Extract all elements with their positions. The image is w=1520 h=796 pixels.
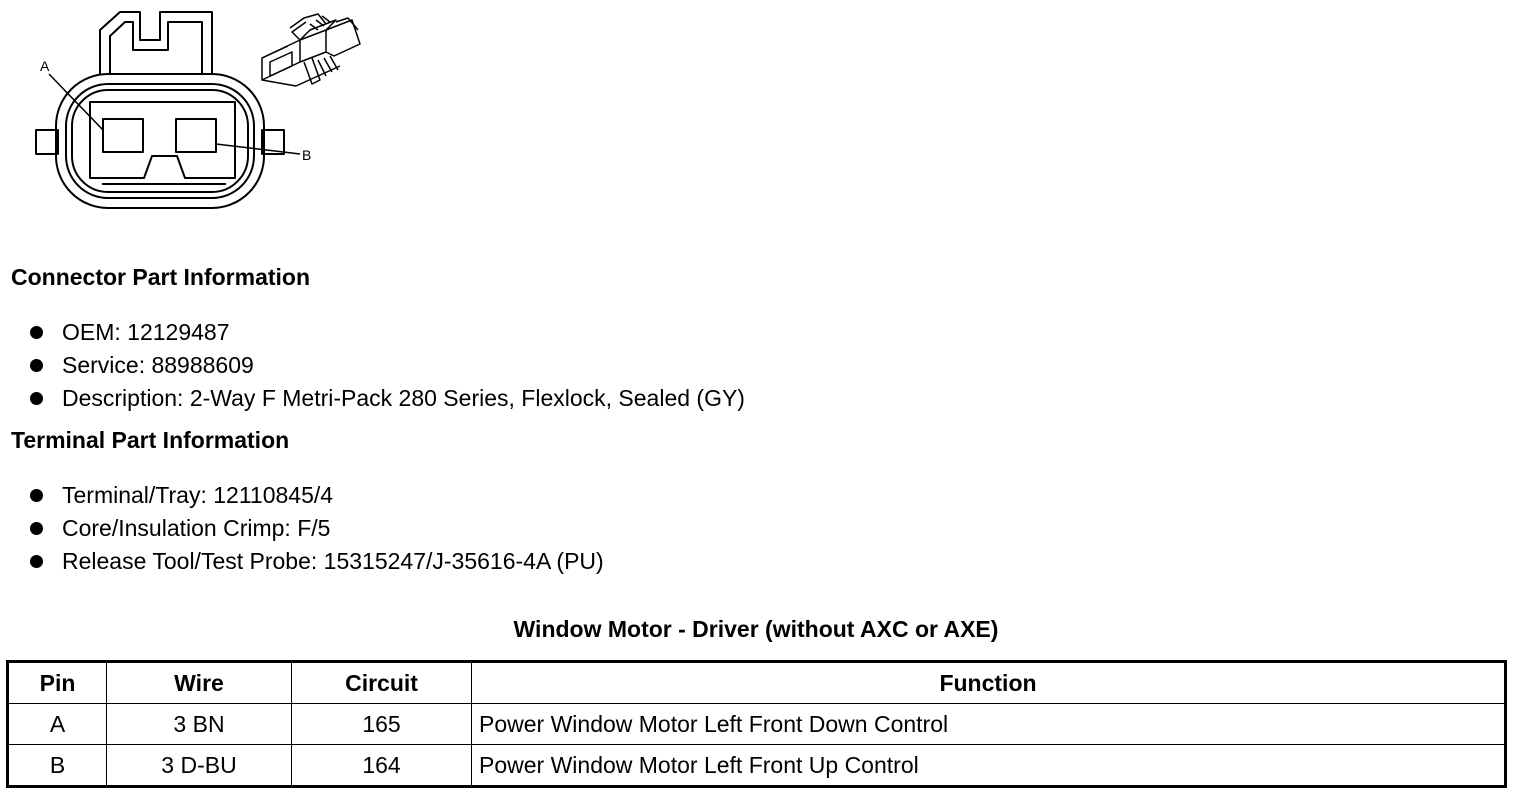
bullet-icon xyxy=(30,489,43,502)
connector-diagram xyxy=(0,0,380,225)
release-tool-test-probe: Release Tool/Test Probe: 15315247/J-35616-4A (PU) xyxy=(62,548,604,574)
connector-housing xyxy=(56,74,264,208)
wire-cell: 3 BN xyxy=(107,704,292,745)
terminal-part-info-heading: Terminal Part Information xyxy=(11,427,290,453)
bullet-icon xyxy=(30,326,43,339)
bullet-icon xyxy=(30,392,43,405)
pin-cell: A xyxy=(8,704,107,745)
terminal-cavity-b xyxy=(176,119,216,152)
wire-cell: 3 D-BU xyxy=(107,745,292,787)
oem-part-number: OEM: 12129487 xyxy=(62,319,230,345)
terminal-cavity-a xyxy=(103,119,143,152)
core-insulation-crimp: Core/Insulation Crimp: F/5 xyxy=(62,515,331,541)
terminal-tray: Terminal/Tray: 12110845/4 xyxy=(62,482,334,508)
column-header-circuit: Circuit xyxy=(292,662,472,704)
table-row xyxy=(8,745,1506,787)
function-cell: Power Window Motor Left Front Up Control xyxy=(472,745,1506,787)
column-header-pin: Pin xyxy=(8,662,107,704)
bullet-icon xyxy=(30,522,43,535)
connector-ear-left xyxy=(36,130,58,154)
pin-table xyxy=(6,660,1507,788)
service-part-number: Service: 88988609 xyxy=(62,352,254,378)
connector-description: Description: 2-Way F Metri-Pack 280 Series, Flexlock, Sealed (GY) xyxy=(62,385,745,411)
pin-label-a: A xyxy=(40,58,50,74)
table-header-row xyxy=(8,662,1506,704)
pin-cell: B xyxy=(8,745,107,787)
connector-isometric-sketch xyxy=(262,14,360,86)
column-header-function: Function xyxy=(472,662,1506,704)
connector-part-info-heading: Connector Part Information xyxy=(11,264,311,290)
table-row xyxy=(8,704,1506,745)
circuit-cell: 164 xyxy=(292,745,472,787)
function-cell: Power Window Motor Left Front Down Control xyxy=(472,704,1506,745)
pin-label-b: B xyxy=(302,147,312,163)
bullet-icon xyxy=(30,555,43,568)
column-header-wire: Wire xyxy=(107,662,292,704)
circuit-cell: 165 xyxy=(292,704,472,745)
table-title: Window Motor - Driver (without AXC or AXE) xyxy=(513,616,999,642)
bullet-icon xyxy=(30,359,43,372)
